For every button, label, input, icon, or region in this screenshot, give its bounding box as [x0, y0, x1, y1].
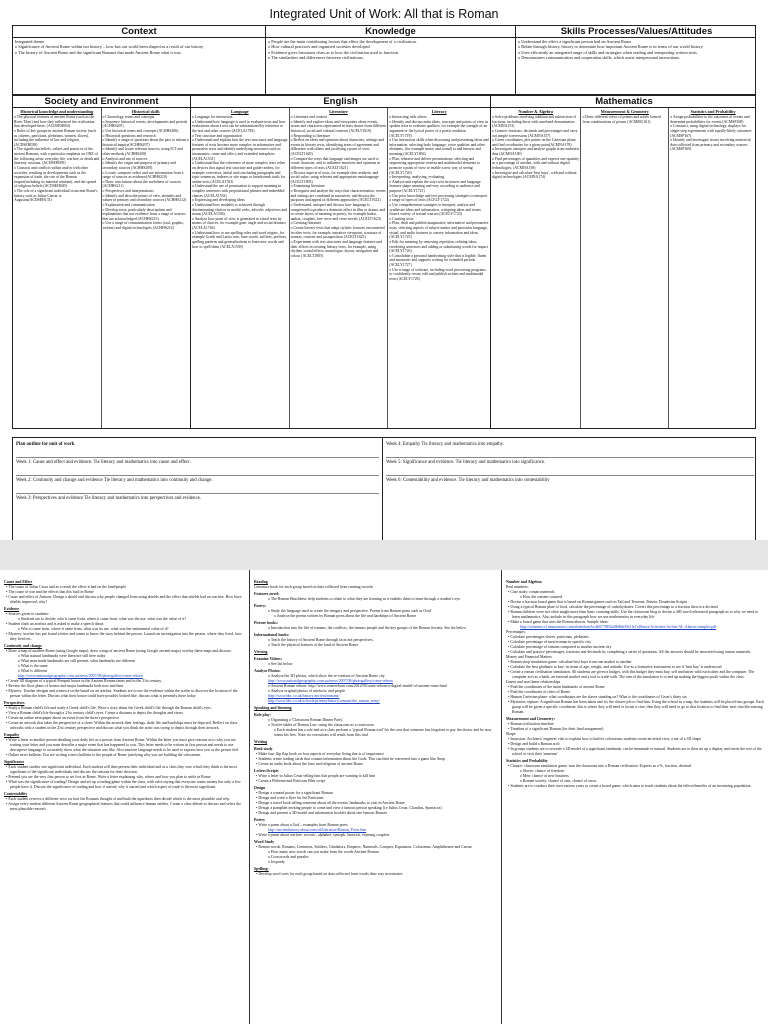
- activity-sub-bullet: o How many new words can you make from the words Ancient Roman: [268, 850, 379, 854]
- activity-text: Linear and non linear relationships: [506, 680, 561, 684]
- activity-section-heading: Informational books:: [254, 633, 290, 637]
- activity-section-heading: Continuity and change: [4, 644, 42, 648]
- activity-bullet: • Mysteries capture: A significant Roman has been taken and it's the classes job to find him. Using the school as a map, the students will be placed into groups. Each group will be given a specific coordinate, this is where they will need to locate a clue, then they will need to go to that location to find their next clue/the missing Roman.: [508, 700, 764, 714]
- activity-bullet: • Design and present a 3D model and information booklet about one famous Roman: [256, 811, 387, 815]
- activity-sub-bullet: o The Roman Beachbest: help students to relate to what they are learning as it enables them to learn through a student's eye.: [268, 597, 461, 601]
- outcome-list: [192, 115, 288, 249]
- outcome-item: o Plan, rehearse and deliver presentations, selecting and sequencing appropriate content and multimodal elements to promote a point of view or enable a new way of seeing (ACELY1720): [389, 157, 489, 176]
- column-heading: Literature: [329, 109, 348, 114]
- activity-bullet: • Devise a fraction board game that is based on Roman games such as Tail and Tesserae, Petteia, Doudecim Scripta: [508, 600, 688, 604]
- outcome-item: o Use a range of communication forms (oral, graphic, written) and digital technologies (ACHHS214): [103, 221, 190, 230]
- activity-bullet: • Create a roman civilisation simulation. All students are given a budget, with this budget they must buy, sell and barter with each other and the computer. The computer acts as a bank, an external market and a tool to trade with. The aim of the simulation is to end up making the biggest profit within the class.: [508, 670, 755, 679]
- outcome-item: o Understand and explain how the text structures and language features of texts become more complex in informative and persuasive texts and identify underlying structures such as taxonomies, cause and effect, and extended metaphors (ACELA1531): [192, 138, 288, 161]
- outcome-item: o Identify and investigate issues involving numerical data collected from primary and secondary sources (ACMSP169): [670, 138, 756, 152]
- outcome-item: o Creating texts: [389, 217, 489, 222]
- activity-sub-bullet: o Analyse the 3D photos, which show the re-creation of Ancient Rome city: [268, 674, 385, 678]
- activity-bullet: • Design a wanted poster for a significant Roman.: [256, 791, 334, 795]
- outcome-item: o Consolidate a personal handwriting style that is legible, fluent and automatic and supports writing for extended periods (ACELY1727): [389, 254, 489, 268]
- activity-section-heading: Writing: [254, 740, 268, 744]
- activity-section-heading: Number and Algebra:: [506, 580, 543, 584]
- knowledge-cell: [266, 38, 516, 94]
- outcome-item: o Locate, compare, select and use information from a range of sources as evidence(ACHHS210): [103, 171, 190, 180]
- activity-bullet: • Calculate percentages slaves: patricians, plebeians: [508, 635, 589, 639]
- sose-col: [102, 108, 191, 428]
- resource-link[interactable]: http://www.bbc.co.uk/schools/primaryhistory/romans/the_roman_army/: [268, 699, 380, 703]
- activity-bullet: • Roman shop simulation game: calculate best buys from one market to another: [508, 660, 632, 664]
- activity-bullet: • Design and build a Roman arch: [508, 742, 560, 746]
- sose-col: [13, 108, 102, 428]
- resource-link[interactable]: http://solarims.s3.amazonaws.com/slideshow/bc4b0778832a9b8bb39e1fe7e28aeca/Activities-for-the-AL-Abacus-sampler.pdf: [520, 625, 717, 629]
- context-cell: [13, 38, 266, 94]
- activity-section-heading: Spelling:: [254, 867, 269, 871]
- outcome-item: o Assign probabilities to the outcomes of events and determine probabilities for events (ACMSP168): [670, 115, 756, 124]
- activity-section-heading: Significance: [4, 760, 25, 764]
- activity-sub-bullet: o Introduction into the life of romans, the conflicts, the famous people and the key groups of the Roman Society. See list below: [268, 626, 467, 630]
- plan-week: Week 6: Contestability and evidence. Tie literacy and mathematics into contestability: [386, 478, 550, 483]
- activity-bullet: • What was the significance of trading? Design and set up a trading game within the class, with rules saying that everyone wants money but only a few people have it. Discuss the significance of trading and how it started, why it started and which aspect of trade is the most significant.: [6, 780, 241, 789]
- activity-section-heading: Speaking and listening: [254, 706, 292, 710]
- outcome-item: o Understand the use of punctuation to support meaning in complex sentences with prepositional phrases and embedded clauses (ACELA1532): [192, 184, 288, 198]
- activities-grid: [0, 570, 768, 1024]
- resource-link[interactable]: http://www.nationalgeographic.com.au/news/2007/08/photogallery/rome-reborn: [18, 674, 143, 678]
- activity-text: Literature book for each group based on data collected from running records: [254, 585, 373, 589]
- resource-link[interactable]: http://www.nationalgeographic.com.au/news/2007/08/photogallery/rome-reborn: [268, 679, 393, 683]
- outcome-list: [389, 115, 489, 282]
- outcome-item: o Investigate, interpret and analyse graphs from authentic data (ACMNA180): [492, 147, 579, 156]
- skills-item: o Demonstrates communication and cooperation skills, which assist interpersonal interactions.: [518, 55, 755, 60]
- outcome-item: o Identify and explore ideas and viewpoints about events, issues and characters represented in texts drawn from different historical, social and cultural contexts (ACELT1619): [291, 120, 387, 134]
- activity-bullet: • The cause of war and the effects that this had on Rome: [6, 590, 94, 594]
- outcome-item: o Edit for meaning by removing repetition, refining ideas, reordering sentences and adding or substituting words for impact (ACELY1726): [389, 240, 489, 254]
- activity-bullet: • Online news bulletin. You are writing a news bulletin to the people of Rome justifying why you are building the colosseum.: [6, 753, 201, 757]
- outcome-item: o Connect fractions, decimals and percentages and carry out simple conversions (ACMNA157): [492, 129, 579, 138]
- outcome-item: o The role of a significant individual in ancient Rome's history such as Julius Caesar or Augustus(ACDSEH131): [14, 189, 100, 203]
- activity-bullet: • Write a poem about a God – examples from Roman poets: [256, 823, 348, 827]
- skills-item: o Relate through history, history to determine how important Ancient Rome is in terms of our world history.: [518, 44, 755, 49]
- document-title: Integrated Unit of Work: All that is Roman: [269, 7, 499, 21]
- activity-section-heading: Reading: [254, 580, 268, 584]
- activity-section-heading: Book study: [254, 747, 273, 751]
- activity-bullet: • Find the coordinates of the main landmarks of ancient Rome: [508, 685, 605, 689]
- activity-bullet: • View a Roman child's life through a 21st century child's eyes. Create a diorama to depict the thoughts and views: [6, 711, 183, 715]
- outcome-item: o Analyse and explain the ways text structures and language features shape meaning and vary according to audience and purpose (ACELY1721): [389, 180, 489, 194]
- activity-bullet: • Calculate percentage of men/woman in specific city: [508, 640, 592, 644]
- activity-bullet: • Chance: classroom simulation game, turn the classroom into a Roman civilisation. Express as a %, fraction, decimal: [508, 764, 692, 768]
- outcome-item: o Roles of key groups in ancient Roman society (such as citizens, patricians, plebeians, women, slaves), including the influence of law and religion. (ACDSEH038): [14, 129, 100, 148]
- plan-week: Week 5: Significance and evidence. Tie literacy and mathematics into significance.: [386, 458, 754, 476]
- activity-sub-bullet: o Who it came from, where it came from, what was its use, what was the sentimental value of it?: [18, 627, 169, 631]
- outcome-list: [291, 115, 387, 258]
- activity-bullet: • Pretend you are the very first person to set foot in Rome. Write a letter explaining why, where and how you plan to settle in Rome: [6, 775, 211, 779]
- maths-col: [669, 108, 757, 428]
- outcome-item: o Plan, draft and publish imaginative, informative and persuasive texts, selecting aspects of subject matter and particular language, visual, and audio features to convey information and ideas (ACELY1725): [389, 221, 489, 240]
- maths-section: [491, 108, 757, 428]
- subject-content-row: [12, 107, 756, 429]
- column-heading: Literacy: [431, 109, 447, 114]
- activity-section-heading: Empathy: [4, 733, 20, 737]
- outcome-item: o Draw conclusions about the usefulness of sources (ACHHS211): [103, 180, 190, 189]
- knowledge-header: Knowledge: [266, 26, 516, 37]
- activity-section-heading: Poetry:: [254, 604, 267, 608]
- activity-sub-bullet: o Ancient Roman reborn: http://www.romereborn.com/2012/03/rome-reborn-a-digital-model-of-ancient-rome.html: [268, 684, 447, 688]
- activity-bullet: • Calculate percentage of romans compared to another ancient city: [508, 645, 612, 649]
- activity-bullet: • Students are to conduct their own various years to create a board game, which aims to teach students about the effects/benefits of an increasing population.: [508, 784, 752, 788]
- activity-section-heading: Contestability: [4, 792, 28, 796]
- context-item: o Significance of Ancient Rome within our history – how has our world been shaped as a result of our history: [15, 44, 263, 49]
- activity-sub-bullet: o What is different: [18, 669, 48, 673]
- activity-bullet: • Develop word sorts for each group based on data collected from words their way inventories: [256, 872, 403, 876]
- skills-header: Skills Processes/Values/Attitudes: [560, 26, 713, 37]
- activity-sub-bullet: o Slaves: chance of freedom: [520, 769, 565, 773]
- activity-section-heading: Picture books:: [254, 621, 279, 625]
- activity-text: Shape: [506, 732, 516, 736]
- activity-bullet: • Mystery: Teacher designs and creates a scribe based on an artefact. Students are to use the evidence within the scribe to discover the location of the person within the letter. Discuss what their house could have possibly looked like, discuss what is presently there today: [6, 689, 238, 698]
- activity-bullet: • Each student studies one significant individual. Each student will then present their individual and as a class they vote which they think is the most significant of the significant individuals and discuss the reasons for their decision.: [6, 765, 237, 774]
- outcome-item: o Use comprehension strategies to interpret, analyse and synthesise ideas and information, critiquing ideas and issues from a variety of textual sources (ACELY1723): [389, 203, 489, 217]
- english-section: [191, 108, 491, 428]
- activity-section-heading: Examine Videos:: [254, 657, 282, 661]
- maths-col: [581, 108, 669, 428]
- skills-list: [518, 39, 755, 60]
- column-heading: Number & Algebra: [518, 109, 554, 114]
- activity-sub-bullet: o Crosswords and puzzles: [268, 855, 309, 859]
- column-heading: Statistics and Probability: [690, 109, 736, 114]
- activity-bullet: • Student finds an artefact and is asked to make a speech about: [6, 622, 104, 626]
- outcome-item: o Investigate and calculate 'best buys', with and without digital technologies (ACMNA174): [492, 171, 579, 180]
- activity-bullet: • Roman children were not often taught more than basic counting skills. Use the classroom blog to devise a 400 word referenced paragraph as to why we need to learn mathematics. Also include in this paragraph how we use mathematics in everyday life: [508, 610, 759, 619]
- resource-link[interactable]: http://ancienthistory.about.com/od/literature/Roman_Poets.htm: [268, 828, 367, 832]
- outcome-item: o Construct, using digital technology, displays for single-step experiments with equally-likely outcomes (ACMSP167): [670, 124, 756, 138]
- outcome-item: o Understand how modality is achieved through discriminating choices in modal verbs, adverbs, adjectives and nouns (ACELA1536): [192, 203, 288, 217]
- activity-bullet: • Each student reviews a different view on how the Romans thought of and built the aqueducts then decide which is the most plausible and why.: [6, 797, 231, 801]
- outcome-list: [14, 115, 100, 203]
- activity-sub-bullet: o Roman society: chance of rain, chance of snow: [520, 779, 597, 783]
- outcome-item: o Identify a range of questions about the past to inform a historical inquiry(ACHHS207): [103, 138, 190, 147]
- activity-section-heading: Cause and Effect: [4, 580, 33, 584]
- overview-header-row: [12, 25, 756, 37]
- outcome-item: o Use prior knowledge and text processing strategies to interpret a range of types of texts (ACELY1722): [389, 194, 489, 203]
- activity-bullet: • In groups students are to recreate a 3D model of a significant landmark: can be manmade or natural. Students are to then set up a display and invite the rest of the school to visit their 'museum': [508, 747, 762, 756]
- activity-section-heading: Evidence: [4, 607, 20, 611]
- activity-section-heading: Perspectives: [4, 701, 25, 705]
- activity-bullet: • Write a poem about warfare: acrostic, alphabet, syntoph, limerick, rhyming couplets: [256, 833, 390, 837]
- english-activities-column: [250, 570, 502, 1024]
- activity-sub-bullet: o Each student has a role and as a class perform a 'typical Roman trial' for the case that someone has forgotten to pay the doctor and he now wants his fees. Note: no executions will result from this trial: [274, 728, 492, 737]
- activity-section-heading: Measurement and Geometry:: [506, 717, 555, 721]
- outcome-item: o Compare the ways that language and images are used to create character, and to influence emotions and opinions in different types of texts (ACELT1621): [291, 157, 387, 171]
- skills-item: o Uses efficiently an integrated range of skills and strategies when reading and interpreting written texts.: [518, 50, 755, 55]
- outcome-item: o Contacts and conflicts within and/or with other societies, resulting in developments such as the expansion of trade, the rise of the Roman empire(including its material remains), and the spread of religious beliefs (ACDSEH040): [14, 166, 100, 189]
- outcome-item: o Interpreting, analysing, evaluating: [389, 175, 489, 180]
- activity-section-heading: Features novel:: [254, 592, 280, 596]
- outcome-list: [582, 115, 667, 124]
- outcome-item: o Develop texts, particularly descriptions and explanations that use evidence from a range of sources that are acknowledged (ACHHS213): [103, 208, 190, 222]
- outcome-list: [103, 115, 190, 231]
- context-header: Context: [13, 26, 266, 37]
- outcome-item: o Given coordinates, plot points on the Cartesian plane, and find coordinates for a given point(ACMNA178): [492, 138, 579, 147]
- activity-section-heading: Statistics and Probability: [506, 759, 548, 763]
- activity-sub-bullet: o Study the language used to create the imagery and perspective. Poems from Roman poets such as Ovid: [268, 609, 432, 613]
- outcome-item: o Identify and locate relevant sources, using ICT and other methods (ACHHS208): [103, 147, 190, 156]
- activity-sub-bullet: o What natural landmarks were there/are still here today: [18, 654, 106, 658]
- outcome-item: o Responding to literature: [291, 134, 387, 139]
- knowledge-item: o The similarities and differences between civilisations.: [268, 55, 513, 60]
- outcome-item: o Discuss aspects of texts, for example their aesthetic and social value, using relevant and appropriate metalanguage (ACELT1803): [291, 171, 387, 185]
- activity-bullet: • Timeline of a significant Roman (for their final assignment): [508, 727, 604, 731]
- maths-col: [491, 108, 581, 428]
- activity-section-heading: Role play:: [254, 713, 271, 717]
- activity-bullet: • Using a typical Roman plate of food, calculate the percentage of carbohydrates. Covert this percentage to a fraction then to a decimal: [508, 605, 718, 609]
- outcome-item: o Create literary texts that adapt stylistic features encountered in other texts, for example, narrative viewpoint, structure of stanzas, contrast and juxtaposition (ACELT1625): [291, 226, 387, 240]
- knowledge-item: o Evidence gives historians clues as to how the civilisation used to function.: [268, 50, 513, 55]
- outcome-item: o Identify the origin and purpose of primary and secondary sources (ACHHS209): [103, 161, 190, 170]
- activity-bullet: • Calculate the best gladiator to buy: in terms of age, weight, and attitude. Use as a formative assessment to see if 'best buy' is understood: [508, 665, 722, 669]
- outcome-item: o The physical features of ancient Rome (such as the River Tiber) and how they influenced the civilisation that developed there. (ACDSEH004): [14, 115, 100, 129]
- activity-bullet: • Human Cartesian plane: what coordinates are the slaves standing on? What is the coordinates of Cesar's thirty six: [508, 695, 687, 699]
- knowledge-item: o How cultural practices and organised societies developed: [268, 44, 513, 49]
- activity-bullet: • Roman civilisation timeline: [508, 722, 554, 726]
- outcome-item: o Expressing and developing ideas: [192, 198, 288, 203]
- activity-text: Percentages:: [506, 630, 526, 634]
- activity-bullet: • Students create trading cards that contain information about the Gods. This can then be converted into a game like Snap: [256, 757, 445, 761]
- activity-section-heading: Design: [254, 786, 266, 790]
- activity-section-heading: Word Study: [254, 840, 275, 844]
- english-col: [388, 108, 490, 428]
- plan-outline-table: [12, 437, 756, 540]
- activity-bullet: • Write a letter to Julius Cesar telling him that people are wanting to kill him: [256, 774, 376, 778]
- activity-bullet: • Sources given to students:: [6, 612, 50, 616]
- sose-header: Society and Environment: [13, 96, 191, 107]
- activity-section-heading: Analyse Photos:: [254, 669, 281, 673]
- page-two: [0, 570, 768, 1024]
- activity-sub-bullet: o Men: chance of new business: [520, 774, 569, 778]
- activity-text: Real numbers:: [506, 585, 529, 589]
- outcome-item: o Use a range of software, including word processing programs, to confidently create, edit and publish written and multimodal texts (ACELY1728): [389, 268, 489, 282]
- activity-section-heading: Letters/Scripts: [254, 769, 279, 773]
- outcome-list: [492, 115, 579, 180]
- activity-bullet: • Assign every student different Ancient Rome geographical features that could influence human settlers. Create a class debate to discuss and select the most plausible reason's: [6, 802, 241, 811]
- plan-week: Week 3: Perspectives and evidence Tie literacy and mathematics into perspectives and evidence.: [16, 496, 201, 501]
- outcome-item: o Interacting with others: [389, 115, 489, 120]
- activity-section-heading: Viewing: [254, 650, 268, 654]
- activity-bullet: • Case study: roman numerals: [508, 590, 555, 594]
- outcome-list: [670, 115, 756, 152]
- outcome-item: o Examining literature: [291, 184, 387, 189]
- activity-sub-bullet: o Analyse the poems written by Roman poets about the life and hardships of Ancient Rome: [274, 614, 417, 618]
- outcome-item: o Recognise and analyse the ways that characterisation, events and settings are combined in narratives, and discuss the purposes and appeal of different approaches (ACELT1622): [291, 189, 387, 203]
- history-activities-column: [0, 570, 250, 1024]
- subject-header-row: [12, 95, 756, 107]
- outcome-item: o Experiment with text structures and language features and their effects in creating literary texts, for example, using rhythm, sound effects, monologue, layout, navigation and colour (ACELT1805): [291, 240, 387, 259]
- sose-section: [13, 108, 191, 428]
- activity-bullet: • Design and write a flyer for the Patricians: [256, 796, 324, 800]
- activity-text: Money and Financial Matters: [506, 655, 552, 659]
- outcome-item: o Sequence historical events, developments and periods (ACHHS205): [103, 120, 190, 129]
- outcome-item: o Literature and context: [291, 115, 387, 120]
- activity-sub-bullet: o Twelve tables of Roman Law: using the classroom as a courtroom: [268, 723, 374, 727]
- context-list: [15, 44, 263, 55]
- outcome-item: o Analysis and use of sources: [103, 157, 190, 162]
- activity-bullet: • Make a board game that uses the Roman abacus. Sample ideas:: [508, 620, 609, 624]
- activity-sub-bullet: o Organising a 'Classroom Roman Dinner Party': [268, 718, 344, 722]
- activity-sub-bullet: o How the romans counted: [520, 595, 562, 599]
- outcome-item: o Identify and discuss main ideas, concepts and points of view in spoken texts to evaluate qualities, for example the strength of an argument or the lyrical power of a poetic rendition (ACELY1719): [389, 120, 489, 139]
- outcome-item: o The significant beliefs, values and practices of the ancient Romans, with a particular emphasis on ONE of the following areas: everyday life, warfare, or death and funerary customs. (ACDSEH039): [14, 147, 100, 166]
- outcome-item: o Reflect on ideas and opinions about characters, settings and events in literary texts, identifying areas of agreement and difference with others and justifying a point of view (ACELT1620): [291, 138, 387, 157]
- activity-bullet: • Roman words: Romans, Centurion, Soldiers, Gladiators, Emperor, Numerals, Conquer, Expansion, Colosseum, Amphitheatre and Caesar.: [256, 845, 473, 849]
- maths-activities-column: [502, 570, 768, 1024]
- outcome-item: o Creating literature: [291, 221, 387, 226]
- activity-sub-bullet: o Analyse original photos of artefacts, and people: [268, 689, 346, 693]
- column-heading: Historical knowledge and understanding: [20, 109, 94, 114]
- context-item: o The history of Ancient Rome and the significant Romans that made Ancient Rome what it was.: [15, 50, 263, 55]
- knowledge-list: [268, 39, 513, 60]
- activity-bullet: • Make four flip flap book on four aspects of everyday living that is of importance: [256, 752, 384, 756]
- outcome-item: o Analyse how point of view is generated in visual texts by means of choices, for example gaze, angle and social distance (ACELA1764): [192, 217, 288, 231]
- plan-left: [13, 438, 383, 540]
- activity-sub-bullet: o What man made landmarks are still present, what landmarks are different: [18, 659, 135, 663]
- activity-sub-bullet: o See list below: [268, 662, 293, 666]
- activity-bullet: • The cause of Julius Cesar and as a result the effect it had on the land/people: [6, 585, 127, 589]
- context-intro: Integrated theme: [15, 39, 44, 44]
- plan-week: Week 2: Continuity and change and evidence Tie literacy and mathematics into continuity and change.: [16, 476, 379, 494]
- plan-week: Week 4: Empathy Tie literacy and mathematics into empathy.: [386, 440, 754, 458]
- activity-bullet: • Create an artwork that takes the perspective of a slave. Within the artwork their feelings, daily life and hardships must be depicted. Reflect on class artworks with a student in the 21st century perspective and discuss what you think the artist was trying to depict through their artwork.: [6, 721, 238, 730]
- outcome-item: o Use historical terms and concepts (ACHHS206): [103, 129, 190, 134]
- activity-bullet: • Create a Plebeian and Patrician Film script: [256, 779, 325, 783]
- overview-content-row: [12, 37, 756, 95]
- activity-bullet: • Write a letter to another person detailing your daily life as a person from Ancient Rome. Within the letter you must give reasons as to why you are writing your letter and you must describe a major event that has happened to you. This letter needs to be written in first person and needs to use descriptive language to accurately show what the situation was like. Also emotive language needs to be used to express how you as the person feel.: [6, 738, 240, 752]
- activity-bullet: • Create an online newspaper about an event from the three's perspective: [6, 716, 120, 720]
- activity-sub-bullet: o What is the same: [18, 664, 48, 668]
- column-heading: Measurement & Geometry: [600, 109, 649, 114]
- outcome-item: o Draw different views of prisms and solids formed from combinations of prisms (ACMMG161): [582, 115, 667, 124]
- outcome-item: o Understand how language is used to evaluate texts and how evaluations about a text can be substantiated by reference to the text and other sources (ACELA1782): [192, 120, 288, 134]
- column-heading: Language: [230, 109, 249, 114]
- english-header: English: [191, 96, 491, 107]
- plan-right: [383, 438, 757, 540]
- column-heading: Historical skills: [131, 109, 160, 114]
- outcome-item: o Understand, interpret and discuss how language is compressed to produce a dramatic effect in film or drama, and to create layers of meaning in poetry, for example haiku, tankas, couplets, free verse and verse novels (ACELT1623): [291, 203, 387, 222]
- maths-header: Mathematics: [595, 96, 653, 107]
- activity-bullet: • Incursion: Architect/ engineer visit to explain how to build a colosseum; students create an aerial view, a net of a 3D shape: [508, 737, 702, 741]
- skills-item: o Understand the effect a significant person had on Ancient Rome: [518, 39, 755, 44]
- outcome-item: o Understand that the coherence of more complex texts relies on devices that signal text structure and guide readers, for example overviews, initial and concluding paragraphs and topic sentences, indexes or site maps or breadcrumb trails for online texts (ACELA1763): [192, 161, 288, 184]
- outcome-item: o Text structure and organisation: [192, 134, 288, 139]
- activity-bullet: • Draw a map of modern Rome (using Google maps), draw a map of ancient Rome (using Google ancient maps) overlay these maps and discuss:: [6, 649, 232, 653]
- outcome-item: o Chronology, terms and concepts: [103, 115, 190, 120]
- outcome-item: o Language for interaction: [192, 115, 288, 120]
- outcome-item: o Use interaction skills when discussing and presenting ideas and information, selecting body language, voice qualities and other elements, (for example music and sound) to add interest and meaning (ACELY1804): [389, 138, 489, 157]
- activity-bullet: • Mystery: teacher has put found a letter and wants to know the story behind the person. Launch an investigation into the person, where they lived, how they lived etc.: [6, 632, 242, 641]
- skills-cell: [516, 38, 757, 94]
- knowledge-item: o People are the main contributing factors that effect the development of a civilisation.: [268, 39, 513, 44]
- outcome-item: o Explanation and communication: [103, 203, 190, 208]
- activity-bullet: • Cause and effect of Armour. Design a shield and discuss why people changed from using shields and the effect that shields had on warfare. How have shields improved, why?: [6, 595, 242, 604]
- activity-bullet: • Create an audio book about the laws and religions of ancient Rome: [256, 762, 363, 766]
- outcome-item: o Find percentages of quantities and express one quantity as a percentage of another, with and without digital technologies. (ACMNA158): [492, 157, 579, 171]
- activity-sub-bullet: o Teach the history of Ancient Rome through facts not perspectives.: [268, 638, 374, 642]
- plan-week: Week 1: Cause and effect and evidence. Tie literacy and mathematics into cause and effect.: [16, 458, 379, 476]
- activity-bullet: • Review the floor plans of houses and major landmarks both now and then.: [6, 684, 125, 688]
- activity-bullet: • Design a travel book telling someone about all the events/ landmarks to visit in Ancient Rome: [256, 801, 405, 805]
- activity-bullet: • Study a Roman child's life and study a Greek child's life. Write a story about the Greek child's life through the Roman child's eyes.: [6, 706, 212, 710]
- outcome-item: o Understand how to use spelling rules and word origins, for example Greek and Latin roots, base words, suffixes, prefixes, spelling patterns and generalisations to learn new words and how to spell them (ACELA1539): [192, 231, 288, 250]
- plan-heading: Plan outline for unit of work: [16, 440, 379, 458]
- outcome-item: o Identify and describe points of view, attitudes and values in primary and secondary sources (ACHHS212): [103, 194, 190, 203]
- english-col: [191, 108, 290, 428]
- activity-sub-bullet: o Teach the physical features of the land of Ancient Rome: [268, 643, 359, 647]
- activity-sub-bullet: o Students are to decide; who it came from, where it came from, what was the use, what was the value of it?: [18, 617, 187, 621]
- outcome-item: o Perspectives and interpretations: [103, 189, 190, 194]
- activity-bullet: • Calculate and practice percentages, fractions and decimals by completing a series of questions. All the answers should be answered using roman numerals.: [508, 650, 752, 654]
- outcome-item: o Solve problems involving addition and subtraction of fractions, including those with unrelated denominators (ACMNA153): [492, 115, 579, 129]
- outcome-item: o Historical questions and research: [103, 134, 190, 139]
- activity-bullet: • Find the coordinates of cities of Rome: [508, 690, 570, 694]
- activity-section-heading: Poetry: [254, 818, 266, 822]
- resource-link[interactable]: http://www.bbc.co.uk/history/ancient/romans/: [268, 694, 340, 698]
- activity-bullet: • Create 3D diagram of a typical Pompeii house in the Ancient Roman times and in the 21st century.: [6, 679, 162, 683]
- activity-sub-bullet: o Jeopardy: [268, 860, 285, 864]
- activity-bullet: • Design a pamphlet inviting people to come and view a famous person speaking (i.e Julius Cesar, Claudius, Spartacus): [256, 806, 442, 810]
- english-col: [290, 108, 389, 428]
